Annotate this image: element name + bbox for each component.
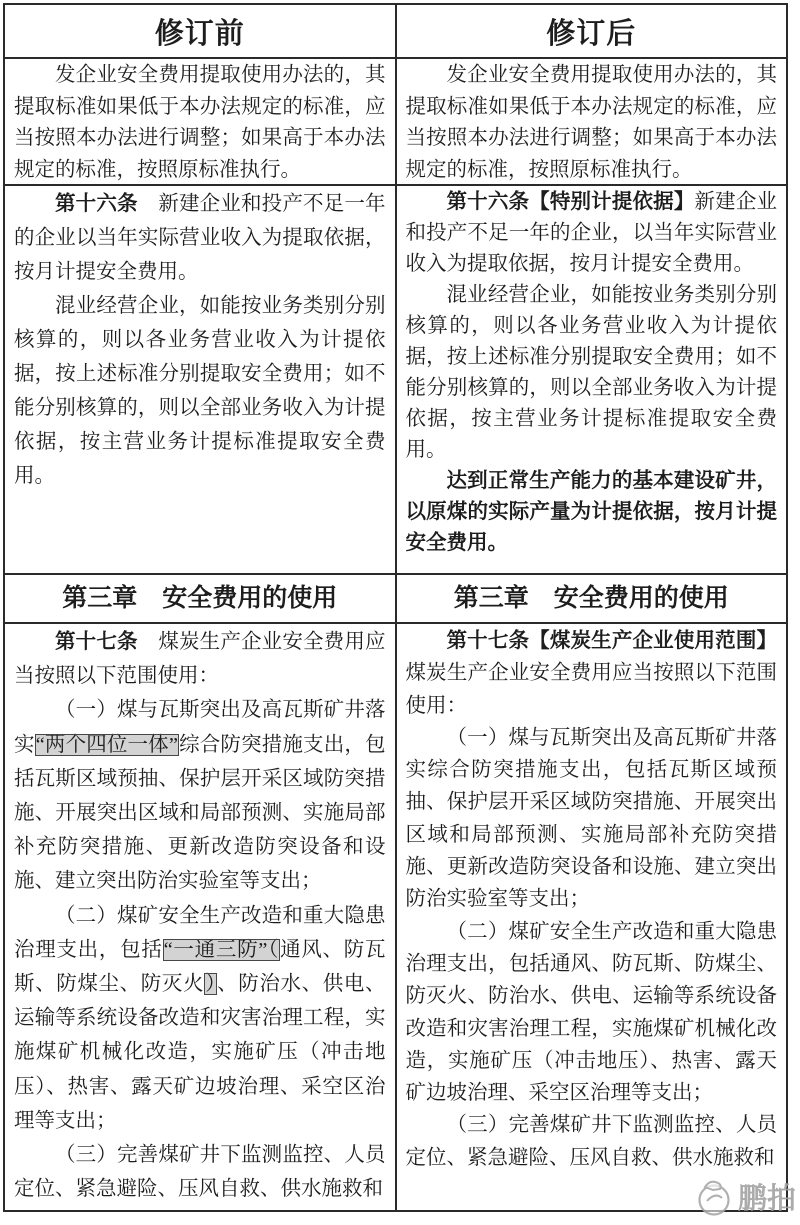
row-article-17-after-cell: [396, 623, 788, 1211]
bold-text-run: 达到正常生产能力的基本建设矿井，以原煤的实际产量为计提依据，按月计提安全费用。: [405, 470, 777, 554]
text-run: （二）煤矿安全生产改造和重大隐患治理支出，包括: [14, 904, 386, 961]
text-run: 煤炭生产企业安全费用应当按照以下范围使用：: [14, 631, 386, 688]
paragraph: [406, 625, 778, 722]
revision-highlight: “两个四位一体”: [35, 733, 178, 756]
paragraph: [406, 466, 778, 559]
bold-text-run: 第十六条: [55, 193, 138, 215]
paragraph: [406, 1109, 778, 1174]
paragraph: [406, 280, 778, 466]
column-header-after: 修订后: [396, 4, 788, 58]
row-article-16-after-cell: [396, 185, 788, 574]
row-continuation-clause: [4, 58, 787, 185]
paragraph: [14, 289, 386, 493]
row-article-17: [4, 623, 787, 1211]
bold-text-run: 第三章 安全费用的使用: [453, 585, 729, 612]
text-run: 新建企业和投产不足一年的企业以当年实际营业收入为提取依据，按月计提安全费用。: [14, 193, 386, 283]
document-page: [3, 3, 788, 1212]
chapter-heading: [406, 576, 778, 622]
bold-text-run: 第十七条【煤炭生产企业使用范围】: [446, 630, 777, 652]
text-run: 综合防突措施支出，包括瓦斯区域预抽、保护层开采区域防突措施、开展突出区域和局部预测、实施局部补充防突措施、更新改造防突设备和设施、建立突出防治实验室等支出；: [14, 733, 386, 893]
row-continuation-clause-before-cell: [4, 58, 396, 185]
column-header-before: 修订前: [4, 4, 396, 58]
text-run: （一）煤与瓦斯突出及高瓦斯矿井落实综合防突措施支出，包括瓦斯区域预抽、保护层开采区域防突措施、开展突出区域和局部预测、实施局部补充防突措施、更新改造防突设备和设施、建立突出防治实验室等支出；: [405, 726, 777, 911]
row-article-16: [4, 185, 787, 574]
row-continuation-clause-after-cell: [396, 58, 788, 185]
cell-content: [14, 576, 386, 622]
cell-content: [14, 60, 386, 184]
text-run: 发企业安全费用提取使用办法的，其提取标准如果低于本办法规定的标准，应当按照本办法进行调整；如果高于本办法规定的标准，按照原标准执行。: [14, 64, 386, 181]
paragraph: [14, 187, 386, 289]
paragraph: [14, 693, 386, 898]
cell-content: [406, 625, 778, 1210]
paragraph: [406, 722, 778, 916]
cell-content: [406, 187, 778, 573]
cell-content: [406, 576, 778, 622]
row-article-17-before-cell: [4, 623, 396, 1211]
header-row: [4, 4, 787, 58]
text-run: （二）煤矿安全生产改造和重大隐患治理支出，包括通风、防瓦斯、防煤尘、防灭火、防治水、供电、运输等系统设备改造和灾害治理工程，实施煤矿机械化改造，实施矿压（冲击地压）、热害、露天矿边坡治理、采空区治理等支出；: [405, 920, 777, 1105]
row-article-16-before-cell: [4, 185, 396, 574]
table-header: [4, 4, 787, 58]
row-chapter-3-before-cell: [4, 574, 396, 623]
cell-content: [14, 187, 386, 573]
paragraph: [14, 625, 386, 693]
paragraph: [14, 899, 386, 1138]
text-run: 混业经营企业，如能按业务类别分别核算的，则以各业务营业收入为计提依据，按上述标准分别提取安全费用；如不能分别核算的，则以全部业务收入为计提依据，按主营业务计提标准提取安全费用。: [405, 284, 777, 461]
cell-content: [14, 625, 386, 1210]
bold-text-run: 第十七条: [55, 631, 138, 653]
bold-text-run: 第三章 安全费用的使用: [62, 585, 338, 612]
paragraph: [406, 60, 778, 184]
paragraph: [14, 1138, 386, 1206]
text-run: 、防治水、供电、运输等系统设备改造和灾害治理工程，实施煤矿机械化改造，实施矿压（冲击地压）、热害、露天矿边坡治理、采空区治理等支出；: [14, 973, 386, 1132]
paragraph: [406, 916, 778, 1110]
paragraph: [406, 187, 778, 280]
chapter-heading: [14, 576, 386, 622]
text-run: （一）煤与瓦斯突出及高瓦斯矿井落实: [14, 699, 386, 756]
text-run: 新建企业和投产不足一年的企业，以当年实际营业收入为提取依据，按月计提安全费用。: [405, 191, 777, 275]
revision-highlight: “一通三防”（: [163, 938, 280, 961]
table-body: [4, 58, 787, 1211]
watermark-text: 鹏拍: [737, 1183, 796, 1215]
revision-comparison-table: [3, 3, 788, 1212]
text-run: 煤炭生产企业安全费用应当按照以下范围使用：: [405, 662, 777, 717]
cell-content: [406, 60, 778, 184]
bold-text-run: 第十六条【特别计提依据】: [446, 191, 695, 213]
text-run: （三）完善煤矿井下监测监控、人员定位、紧急避险、压风自救、供水施救和: [405, 1114, 777, 1169]
row-chapter-3: [4, 574, 787, 623]
text-run: 发企业安全费用提取使用办法的，其提取标准如果低于本办法规定的标准，应当按照本办法进行调整；如果高于本办法规定的标准，按照原标准执行。: [405, 64, 777, 181]
text-run: （三）完善煤矿井下监测监控、人员定位、紧急避险、压风自救、供水施救和: [14, 1144, 386, 1201]
text-run: 通风、防瓦斯、防煤尘、防灭火: [14, 938, 386, 996]
row-chapter-3-after-cell: [396, 574, 788, 623]
revision-highlight: ）: [205, 973, 217, 996]
paragraph: [14, 60, 386, 184]
text-run: 混业经营企业，如能按业务类别分别核算的，则以各业务营业收入为计提依据，按上述标准分别提取安全费用；如不能分别核算的，则以全部业务收入为计提依据，按主营业务计提标准提取安全费用。: [14, 295, 386, 487]
